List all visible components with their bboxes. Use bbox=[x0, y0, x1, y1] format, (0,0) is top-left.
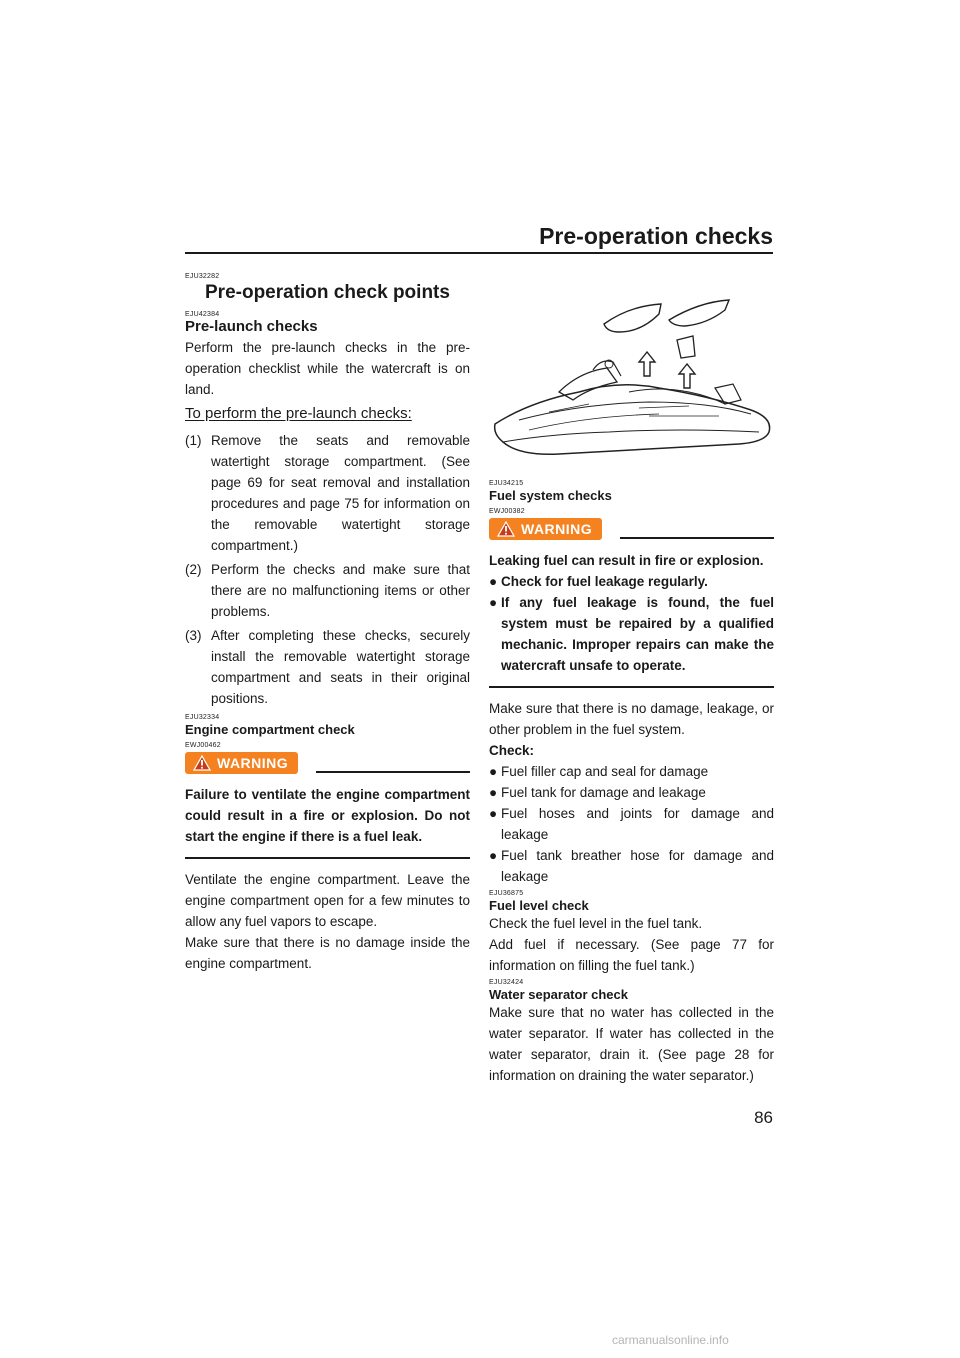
warning-label: WARNING bbox=[521, 521, 593, 537]
check-item bbox=[489, 803, 774, 845]
check-label: Check: bbox=[489, 743, 535, 758]
warning-label: WARNING bbox=[217, 755, 289, 771]
section-code: EJU32424 bbox=[489, 979, 524, 986]
warning-badge bbox=[185, 752, 298, 774]
fuel-level-text: Check the fuel level in the fuel tank. bbox=[489, 916, 703, 931]
check-item-text: Fuel filler cap and seal for damage bbox=[501, 764, 709, 779]
section-code: EJU34215 bbox=[489, 480, 524, 487]
engine-warning-text: Failure to ventilate the engine compartment could result in a fire or explosion. Do not start the engine if there is a fuel leak. bbox=[185, 774, 470, 859]
bullet-icon: ● bbox=[489, 595, 498, 610]
check-item bbox=[489, 761, 774, 782]
warning-code: EWJ00462 bbox=[185, 742, 221, 749]
page-header bbox=[185, 222, 773, 254]
fuel-warning bbox=[489, 540, 774, 688]
check-item-text: Fuel tank for damage and leakage bbox=[501, 785, 706, 800]
section-code: EJU36875 bbox=[489, 890, 524, 897]
warning-rule bbox=[316, 771, 470, 773]
step-number: (1) bbox=[185, 433, 202, 448]
pre-launch-heading: Pre-launch checks bbox=[185, 318, 318, 335]
warning-rule bbox=[620, 537, 774, 539]
bullet-icon: ● bbox=[489, 806, 498, 821]
warning-bullet-text: Check for fuel leakage regularly. bbox=[501, 574, 708, 589]
procedure-heading: To perform the pre-launch checks: bbox=[185, 405, 412, 422]
warning-triangle-icon bbox=[497, 521, 515, 537]
watercraft-illustration bbox=[489, 292, 774, 472]
step-text: After completing these checks, securely install the removable watertight storage compartment and seats in their original positions. bbox=[211, 628, 470, 706]
bullet-icon: ● bbox=[489, 785, 498, 800]
engine-text: Make sure that there is no damage inside the engine compartment. bbox=[185, 935, 470, 971]
step-text: Remove the seats and removable watertight storage compartment. (See page 69 for seat removal and installation procedures and page 75 for information on the removable watertight storage compartment.) bbox=[211, 433, 470, 553]
check-item-text: Fuel tank breather hose for damage and leakage bbox=[501, 848, 774, 884]
warning-bullet bbox=[489, 571, 774, 592]
procedure-step bbox=[185, 559, 470, 622]
step-number: (3) bbox=[185, 628, 202, 643]
section-code: EJU32282 bbox=[185, 273, 220, 280]
page-title: Pre-operation checks bbox=[185, 222, 773, 254]
fuel-level-heading: Fuel level check bbox=[489, 898, 589, 913]
bullet-icon: ● bbox=[489, 848, 498, 863]
engine-text: Ventilate the engine compartment. Leave the engine compartment open for a few minutes to allow any fuel vapors to escape. bbox=[185, 872, 470, 929]
section-code: EJU32334 bbox=[185, 714, 220, 721]
watermark: carmanualsonline.info bbox=[612, 1333, 729, 1347]
water-separator-text: Make sure that no water has collected in the water separator. If water has collected in the water separator, drain it. (See page 28 for information on draining the water separator.) bbox=[489, 1005, 774, 1083]
warning-bullet bbox=[489, 592, 774, 676]
check-item-text: Fuel hoses and joints for damage and leakage bbox=[501, 806, 774, 842]
fuel-system-text: Make sure that there is no damage, leakage, or other problem in the fuel system. bbox=[489, 701, 774, 737]
warning-header bbox=[489, 518, 774, 540]
procedure-step bbox=[185, 625, 470, 709]
page-number: 86 bbox=[754, 1108, 773, 1127]
warning-header bbox=[185, 752, 470, 774]
warning-bullet-text: If any fuel leakage is found, the fuel system must be repaired by a qualified mechanic. Improper repairs can make the watercraft unsafe to operate. bbox=[501, 595, 774, 673]
step-number: (2) bbox=[185, 562, 202, 577]
check-item bbox=[489, 782, 774, 803]
warning-code: EWJ00382 bbox=[489, 508, 525, 515]
pre-launch-intro: Perform the pre-launch checks in the pre-operation checklist while the watercraft is on land. bbox=[185, 340, 470, 397]
warning-badge bbox=[489, 518, 602, 540]
fuel-system-heading: Fuel system checks bbox=[489, 488, 612, 503]
procedure-step bbox=[185, 430, 470, 556]
bullet-icon: ● bbox=[489, 764, 498, 779]
fuel-warning-lead: Leaking fuel can result in fire or explosion. bbox=[489, 553, 764, 568]
water-separator-heading: Water separator check bbox=[489, 987, 628, 1002]
engine-compartment-heading: Engine compartment check bbox=[185, 722, 355, 737]
check-item bbox=[489, 845, 774, 887]
section-title: Pre-operation check points bbox=[205, 282, 450, 303]
fuel-level-text: Add fuel if necessary. (See page 77 for information on filling the fuel tank.) bbox=[489, 937, 774, 973]
warning-triangle-icon bbox=[193, 755, 211, 771]
left-column bbox=[185, 272, 470, 974]
step-text: Perform the checks and make sure that there are no malfunctioning items or other problems. bbox=[211, 562, 470, 619]
section-code: EJU42384 bbox=[185, 311, 220, 318]
right-column bbox=[489, 292, 774, 1086]
bullet-icon: ● bbox=[489, 574, 498, 589]
